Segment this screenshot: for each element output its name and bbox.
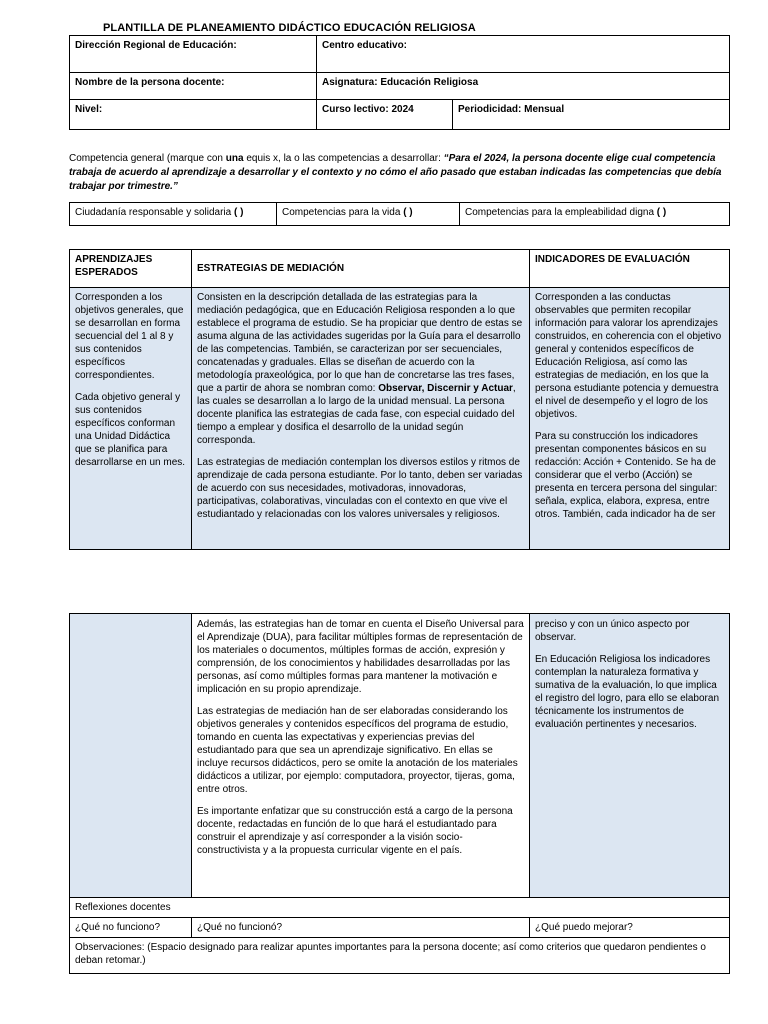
header-aprendizajes: APRENDIZAJES ESPERADOS: [70, 250, 192, 288]
estrategias-cont-cell[interactable]: Además, las estrategias han de tomar en cuenta el Diseño Universal para el Aprendizaje (DUA), para facilitar múltiples formas de representación de los materiales o documentos, múltiples formas de acción, expresión y comprensión, de los conocimientos y habilidades desarrolladas por las personas, así como múltiples formas para mantener la motivación e implicación en su propio aprendizaje. Las estrategias de mediación han de ser elaboradas considerando los objetivos generales y contenidos específicos del programa de estudio, tomando en cuenta las expectativas y experiencias previas del estudiantado para que sea un aprendizaje significativo. En ellas se incluye recursos didácticos, pero se omite la anotación de los materiales didácticos a utilizar, por ejemplo: computadora, proyector, tijeras, goma, entre otros. Es importante enfatizar que su construcción está a cargo de la persona docente, redactadas en función de lo que hará el estudiantado para construir el aprendizaje y así corresponder a la visión socio-constructivista y a la propuesta curricular vigente en el país.: [192, 614, 530, 898]
competencias-table: [69, 202, 730, 226]
nivel-cell[interactable]: Nivel:: [70, 100, 317, 130]
page-title: PLANTILLA DE PLANEAMIENTO DIDÁCTICO EDUCACIÓN RELIGIOSA: [103, 22, 476, 34]
competencia-note: “Para el 2024, la persona docente elige cual competencia trabaja de acuerdo al aprendizaje a desarrollar y el contexto y no cómo el año pasado que estaban indicadas las competencias que debía trabajar por trimestre.”: [69, 153, 722, 192]
asignatura-cell: Asignatura: Educación Religiosa: [317, 73, 730, 100]
checkbox-vida[interactable]: ( ): [403, 207, 413, 218]
indicadores-cont-cell[interactable]: preciso y con un único aspecto por observar. En Educación Religiosa los indicadores contemplan la naturaleza formativa y sumativa de la evaluación, lo que implica el registro del logro, para ello se elaboran técnicamente los instrumentos de evaluación pertinentes y necesarios.: [530, 614, 730, 898]
header-estrategias: ESTRATEGIAS DE MEDIACIÓN: [192, 250, 530, 288]
checkbox-ciudadania[interactable]: ( ): [234, 207, 244, 218]
periodicidad-cell: Periodicidad: Mensual: [453, 100, 730, 130]
docente-cell[interactable]: Nombre de la persona docente:: [70, 73, 317, 100]
aprendizajes-cont-cell[interactable]: [70, 614, 192, 898]
continuation-table: [69, 613, 730, 974]
competencia-text: Competencia general (marque con una equis x, la o las competencias a desarrollar: “Para el 2024, la persona docente elige cual competencia trabaja de acuerdo al aprendizaje a desarrollar y el contexto y no cómo el año pasado que estaban indicadas las competencias que debía trabajar por trimestre.”: [69, 153, 722, 192]
header-indicadores: INDICADORES DE EVALUACIÓN: [530, 250, 730, 288]
option-vida[interactable]: Competencias para la vida ( ): [277, 203, 460, 226]
curso-cell: Curso lectivo: 2024: [317, 100, 453, 130]
option-ciudadania[interactable]: Ciudadanía responsable y solidaria ( ): [70, 203, 277, 226]
indicadores-cell[interactable]: Corresponden a las conductas observables que permiten recopilar información para valorar los aprendizajes construidos, en coherencia con el objetivo general y contenidos específicos de Educación Religiosa, así como las estrategias de mediación, en los que la persona estudiante potencia y demuestra el nivel de desempeño y el logro de los objetivos. Para su construcción los indicadores presentan componentes básicos en su redacción: Acción + Contenido. Se ha de considerar que el verbo (Acción) se presenta en tercera persona del singular: señala, explica, elabora, expresa, entre otros. También, cada indicador ha de ser: [530, 288, 730, 550]
observaciones-cell[interactable]: Observaciones: (Espacio designado para realizar apuntes importantes para la persona docente; así como criterios que quedaron pendientes o deban retomar.): [70, 938, 730, 974]
reflexion-q2[interactable]: ¿Qué no funcionó?: [192, 918, 530, 938]
option-empleabilidad[interactable]: Competencias para la empleabilidad digna ( ): [460, 203, 730, 226]
reflexiones-label: Reflexiones docentes: [70, 898, 730, 918]
estrategias-cell[interactable]: Consisten en la descripción detallada de las estrategias para la mediación pedagógica, que en Educación Religiosa responden a lo que establece el programa de estudio. Se ha propiciar que dentro de estas se asuma alguna de las actividades sugeridas por la Guía para el desarrollo de las competencias. También, se caracterizan por ser secuenciales, concatenadas y graduales. Ellas se diseñan de acuerdo con la metodología praxeológica, por lo que han de concretarse las tres fases, que a partir de ahora se nombran como: Observar, Discernir y Actuar, las cuales se desarrollan a lo largo de la unidad mensual. La persona docente planifica las estrategias de cada fase, con especial cuidado del tiempo a emplear y dosifica el desarrollo de la unidad según corresponda. Las estrategias de mediación contemplan los diversos estilos y ritmos de aprendizaje de cada persona estudiante. Por lo tanto, deben ser variadas de acuerdo con sus necesidades, motivadoras, innovadoras, participativas, colaborativas, vinculadas con el contexto en que vive el estudiantado y relacionadas con los valores universales y religiosos.: [192, 288, 530, 550]
reflexion-q1[interactable]: ¿Qué no funciono?: [70, 918, 192, 938]
centro-cell[interactable]: Centro educativo:: [317, 36, 730, 73]
aprendizajes-cell[interactable]: Corresponden a los objetivos generales, que se desarrollan en forma secuencial del 1 al 8 y sus contenidos específicos correspondientes. Cada objetivo general y sus contenidos específicos conforman una Unidad Didáctica que se planifica para desarrollarse en un mes.: [70, 288, 192, 550]
direccion-cell[interactable]: Dirección Regional de Educación:: [70, 36, 317, 73]
checkbox-empleabilidad[interactable]: ( ): [656, 207, 667, 218]
header-table: [69, 35, 730, 130]
reflexion-q3[interactable]: ¿Qué puedo mejorar?: [530, 918, 730, 938]
main-table: [69, 249, 730, 550]
